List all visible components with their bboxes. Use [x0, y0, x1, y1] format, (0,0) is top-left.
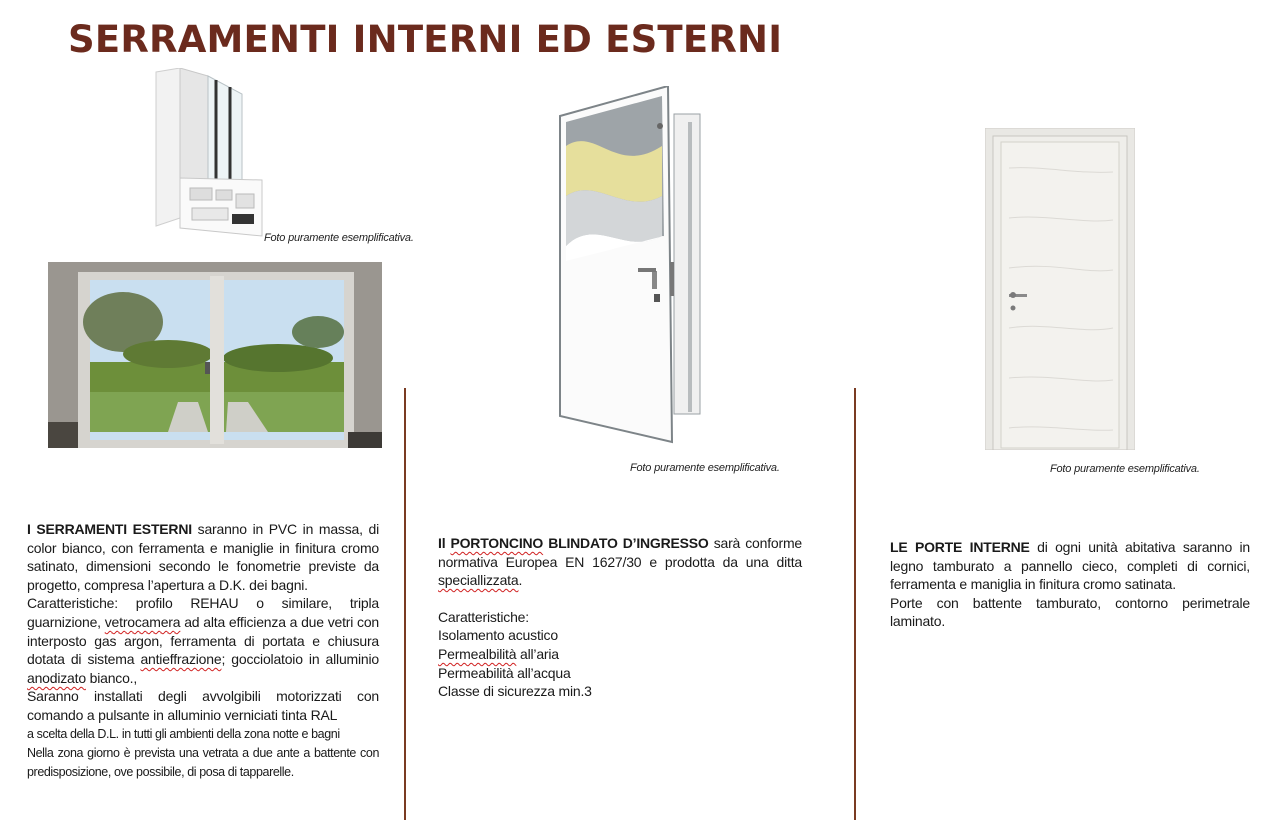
- external-windows-heading: I SERRAMENTI ESTERNI: [27, 521, 192, 537]
- external-windows-description: I SERRAMENTI ESTERNI saranno in PVC in massa, di color bianco, con ferramenta e maniglie in finitura cromo satinato, dimensioni secondo le fonometrie previste da progetto, compresa l’apertura a D.K. dei bagni. Caratteristiche: profilo REHAU o similare, tripla guarnizione, vetrocamera ad alta efficienza a due vetri con interposto gas argon, ferramenta di portata e chiusura dotata di sistema antieffrazione; gocciolatoio in alluminio anodizato bianco., Saranno installati degli avvolgibili motorizzati con comando a pulsante in alluminio verniciati tinta RAL a scelta della D.L. in tutti gli ambienti della zona notte e bagni Nella zona giorno è prevista una vetrata a due ante a battente con predisposizione, ove possibile, di posa di tapparelle.: [27, 521, 380, 779]
- interior-door-image: [985, 128, 1135, 450]
- window-profile-image: [150, 68, 270, 238]
- features-title: Caratteristiche:: [438, 608, 529, 625]
- column-divider-left: [404, 388, 406, 820]
- window-garden-photo: [48, 262, 382, 448]
- feature-item: Permealbilità all’aria: [438, 645, 559, 662]
- armored-door-image: [556, 86, 706, 448]
- caption-interior-door: Foto puramente esemplificativa.: [1050, 463, 1200, 475]
- caption-window-profile: Foto puramente esemplificativa.: [264, 232, 414, 244]
- page-title: SERRAMENTI INTERNI ED ESTERNI: [68, 18, 783, 61]
- interior-doors-heading: LE PORTE INTERNE: [890, 539, 1030, 555]
- caption-armored-door: Foto puramente esemplificativa.: [630, 462, 780, 474]
- feature-item: Classe di sicurezza min.3: [438, 683, 592, 700]
- interior-doors-description: LE PORTE INTERNE di ogni unità abitativa saranno in legno tamburato a pannello cieco, completi di cornici, ferramenta e maniglia in finitura cromo satinata. Porte con battente tamburato, contorno perimetrale laminato.: [890, 539, 1250, 630]
- feature-item: Permeabilità all’acqua: [438, 664, 571, 681]
- armored-door-description: Il PORTONCINO BLINDATO D’INGRESSO sarà conforme normativa Europea EN 1627/30 e prodotta da una ditta speciallizzata. Caratteristiche: Isolamento acustico Permealbilità all’aria Permeabilità all’acqua Classe di sicurezza min.3: [438, 535, 802, 700]
- feature-item: Isolamento acustico: [438, 627, 558, 644]
- column-divider-right: [854, 388, 856, 820]
